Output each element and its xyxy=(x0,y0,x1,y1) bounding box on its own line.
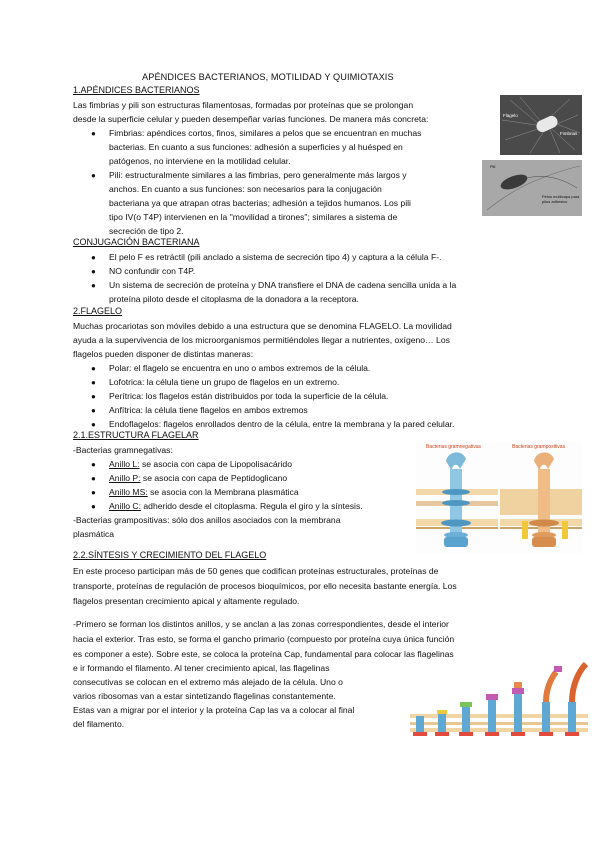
bullet-icon: ● xyxy=(91,488,96,497)
section-heading-estructura: 2.1.ESTRUCTURA FLAGELAR xyxy=(73,430,199,440)
ring-c xyxy=(109,500,363,514)
ring-l xyxy=(109,458,292,472)
ring-ms-name: Anillo MS: xyxy=(109,487,148,497)
section-heading-conjugacion: CONJUGACIÓN BACTERIANA xyxy=(73,237,200,247)
flagelo-item-lofotrica: Lofotrica: la célula tiene un grupo de flagelos en un extremo. xyxy=(109,377,340,387)
gramneg-label: -Bacterias gramnegativas: xyxy=(73,445,173,455)
ring-p-name: Anillo P: xyxy=(109,473,141,483)
bullet-icon: ● xyxy=(91,253,96,262)
ring-p-desc: se asocia con capa de Peptidoglicano xyxy=(140,473,288,483)
flagelo-intro-3: flagelos pueden disponer de distintas maneras: xyxy=(73,349,254,359)
fimbrias-line-2: bacterias. En cuanto a sus funciones: adhesión a superficies y al huésped en xyxy=(109,142,403,152)
sintesis-p2-line-7: Estas van a migrar por el interior y la proteína Cap las va a colocar al final xyxy=(73,705,355,715)
conj-bullet-3-line-1: Un sistema de secreción de proteína y DNA transfiere el DNA de cadena sencilla unida a la xyxy=(109,280,457,290)
grampos-line-2: plasmática xyxy=(73,529,115,539)
conj-bullet-1: El pelo F es retráctil (pili anclado a sistema de secreción tipo 4) y captura a la célula F-. xyxy=(109,252,442,262)
fig2-label-2: pilus adhesivo xyxy=(542,199,568,204)
sintesis-p1-line-2: transporte, proteínas de regulación de procesos bioquímicos, por ello necesita bastante energía. Los xyxy=(73,581,457,591)
flagelo-item-peritrica: Perítrica: los flagelos están distribuidos por toda la superficie de la célula. xyxy=(109,391,389,401)
bullet-icon: ● xyxy=(91,281,96,290)
sintesis-p2-line-6: varios ribosomas van a estar sintetizando flagelinas constantemente. xyxy=(73,691,336,701)
pili-micrograph xyxy=(482,160,582,216)
grampos-line-1: -Bacterias grampositivas: sólo dos anillos asociados con la membrana xyxy=(73,515,341,525)
pili-line-4: tipo IV(o T4P) intervienen en la "movilidad a tirones"; similares a sistema de xyxy=(109,212,398,222)
sintesis-p2-line-5: consecutivas se colocan en el extremo más alejado de la célula. Uno o xyxy=(73,677,343,687)
bullet-icon: ● xyxy=(91,129,96,138)
fig1-label-fimbrias: Fimbrias xyxy=(560,131,578,136)
bullet-icon: ● xyxy=(91,474,96,483)
bullet-icon: ● xyxy=(91,378,96,387)
diagram-label-gramneg: Bacterias gramnegativas xyxy=(426,444,482,450)
sintesis-p1-line-1: En este proceso participan más de 50 genes que codifican proteínas estructurales, proteínas de xyxy=(73,566,439,576)
conj-bullet-2: NO confundir con T4P. xyxy=(109,266,196,276)
bullet-icon: ● xyxy=(91,171,96,180)
pili-line-3: bacteriana ya que atrapan otras bacterias; adhesión a tejidos humanos. Los pili xyxy=(109,198,411,208)
pili-line-1: Pili: estructuralmente similares a las fimbrias, pero generalmente más largos y xyxy=(109,170,407,180)
bullet-icon: ● xyxy=(91,460,96,469)
ring-ms xyxy=(109,486,299,500)
intro-line-2: desde la superficie celular y pueden desempeñar varias funciones. De manera más concreta: xyxy=(73,114,429,124)
fig2-label-1: Pelos multicapa para xyxy=(542,194,580,199)
bullet-icon: ● xyxy=(91,420,96,429)
bullet-icon: ● xyxy=(91,392,96,401)
fimbrias-micrograph xyxy=(500,95,582,155)
section-heading-apendices: 1.APÉNDICES BACTERIANOS xyxy=(73,85,200,95)
section-heading-sintesis: 2.2.SÍNTESIS Y CRECIMIENTO DEL FLAGELO xyxy=(73,550,267,560)
fig2-label-pili: Pili xyxy=(490,164,496,169)
sintesis-p2-line-2: hacia el exterior. Tras esto, se forma el gancho primario (compuesto por proteína cuya única función xyxy=(73,634,455,644)
section-heading-flagelo: 2.FLAGELO xyxy=(73,306,123,316)
sintesis-p2-line-8: del filamento. xyxy=(73,719,125,729)
bullet-icon: ● xyxy=(91,267,96,276)
sintesis-p2-line-4: e ir formando el filamento. Al tener crecimiento apical, las flagelinas xyxy=(73,663,330,673)
ring-l-name: Anillo L: xyxy=(109,459,140,469)
pili-line-2: anchos. En cuanto a sus funciones: son necesarios para la conjugación xyxy=(109,184,382,194)
flagelo-intro-1: Muchas procariotas son móviles debido a una estructura que se denomina FLAGELO. La movilidad xyxy=(73,321,452,331)
pili-line-5: secreción de tipo 2. xyxy=(109,226,184,236)
diagram-label-grampos: Bacterias grampositivas xyxy=(512,444,566,450)
flagellar-structure-diagram xyxy=(416,441,582,553)
sintesis-p1-line-3: flagelos presentan crecimiento apical y altamente regulado. xyxy=(73,596,300,606)
flagelo-item-anfitrica: Anfítrica: la célula tiene flagelos en ambos extremos xyxy=(109,405,308,415)
fimbrias-line-1: Fimbrias: apéndices cortos, finos, similares a pelos que se encuentran en muchas xyxy=(109,128,422,138)
ring-ms-desc: se asocia con la Membrana plasmática xyxy=(147,487,299,497)
ring-c-desc: adherido desde el citoplasma. Regula el giro y la síntesis. xyxy=(141,501,363,511)
flagelo-intro-2: ayuda a la supervivencia de los microorganismos permitiéndoles llegar a nutrientes, oxígeno… Los xyxy=(73,335,450,345)
conj-bullet-3-line-2: proteína piloto desde el citoplasma de la donadora a la receptora. xyxy=(109,294,359,304)
bullet-icon: ● xyxy=(91,502,96,511)
flagelo-item-endoflagelos: Endoflagelos: flagelos enrollados dentro de la célula, entre la membrana y la pared celular. xyxy=(109,419,455,429)
flagellar-assembly-diagram xyxy=(410,662,588,740)
sintesis-p2-line-1: -Primero se forman los distintos anillos, y se anclan a las zonas correspondientes, desde el interior xyxy=(73,619,449,629)
ring-p xyxy=(109,472,287,486)
intro-line-1: Las fimbrias y pili son estructuras filamentosas, formadas por proteínas que se prolongan xyxy=(73,100,414,110)
ring-l-desc: se asocia con capa de Lipopolisacárido xyxy=(139,459,292,469)
bullet-icon: ● xyxy=(91,364,96,373)
flagelo-item-polar: Polar: el flagelo se encuentra en uno o ambos extremos de la célula. xyxy=(109,363,371,373)
page-title: APÉNDICES BACTERIANOS, MOTILIDAD Y QUIMIOTAXIS xyxy=(142,72,394,82)
sintesis-p2-line-3: es componer a este). Sobre este, se coloca la proteína Cap, fundamental para colocar las flagelinas xyxy=(73,649,454,659)
fig1-label-flagelo: Flagelo xyxy=(503,113,518,118)
bullet-icon: ● xyxy=(91,406,96,415)
fimbrias-line-3: patógenos, no interviene en la motilidad celular. xyxy=(109,156,291,166)
ring-c-name: Anillo C: xyxy=(109,501,141,511)
